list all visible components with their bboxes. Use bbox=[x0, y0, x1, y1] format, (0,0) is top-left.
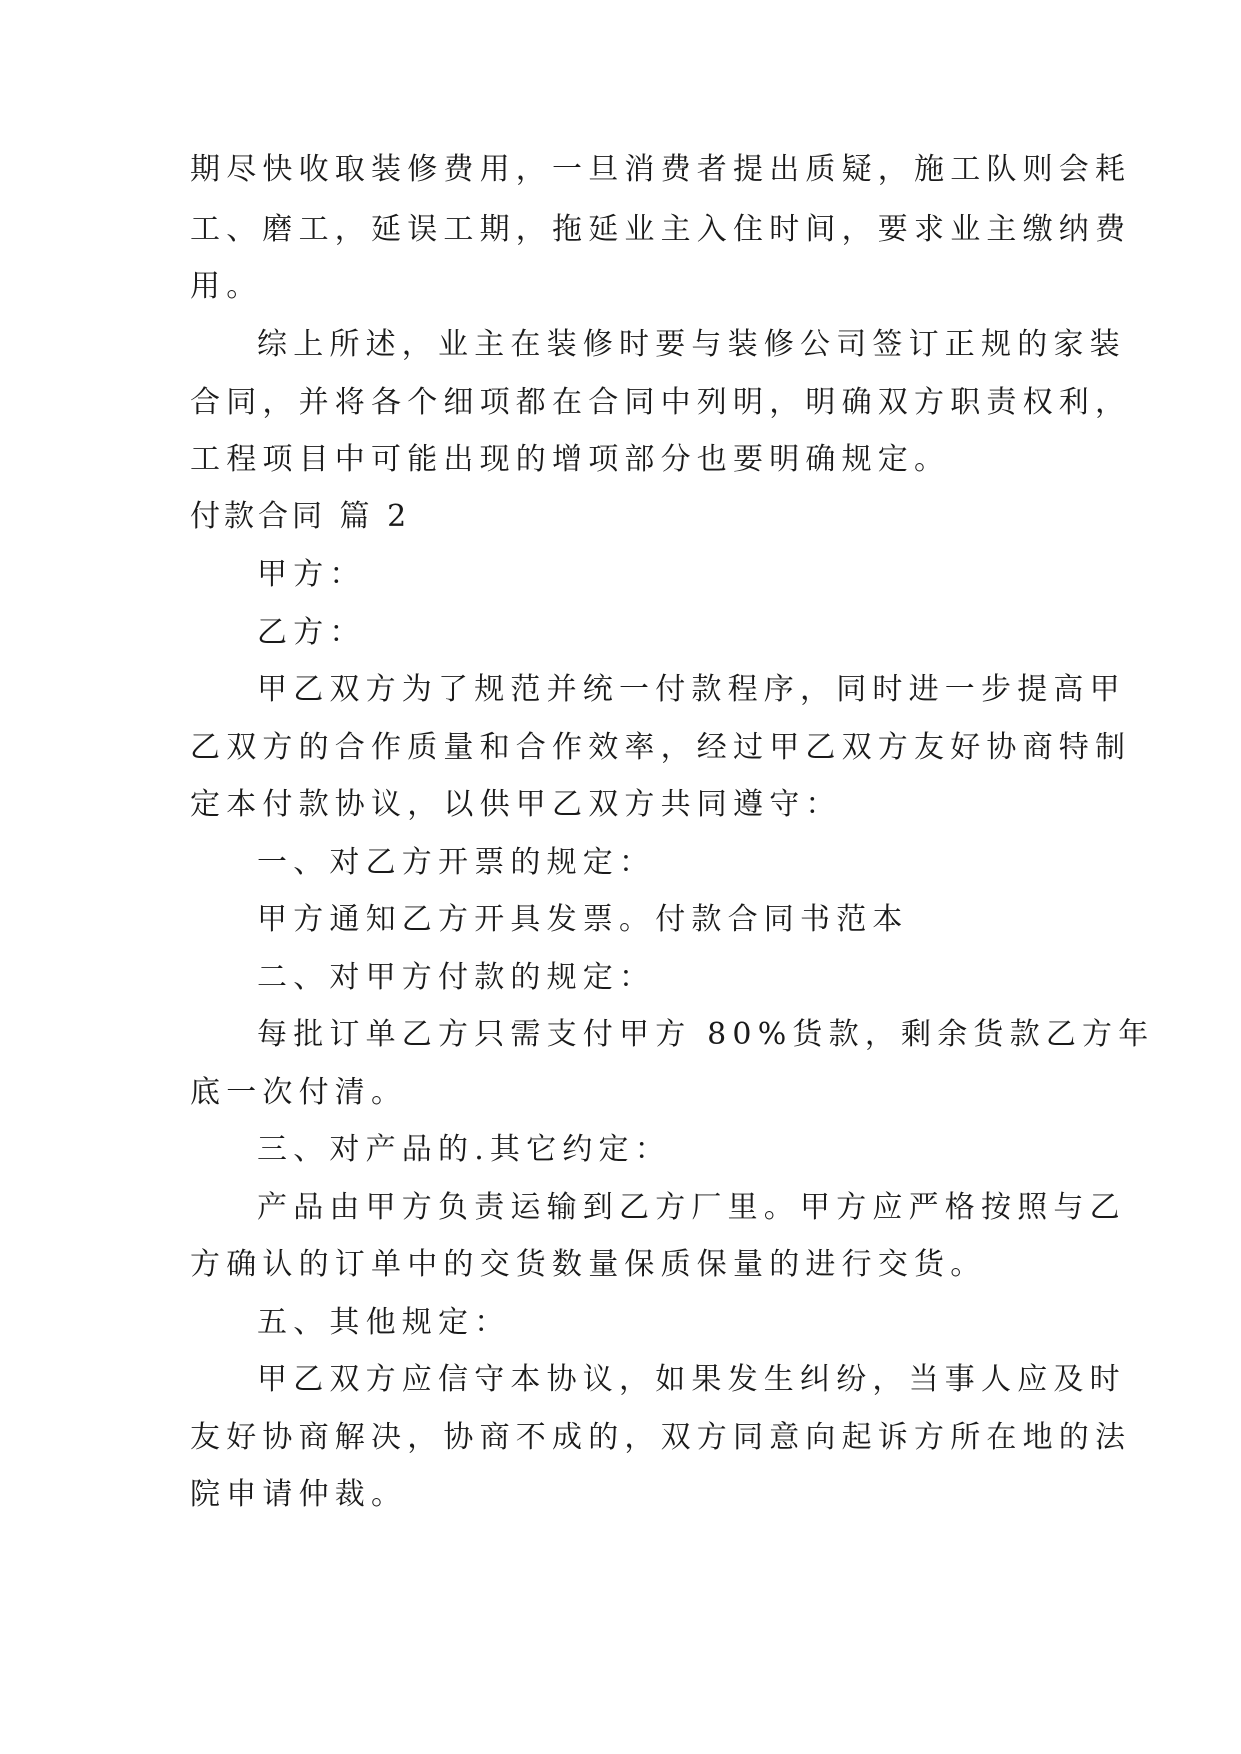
clause-body-line: 产品由甲方负责运输到乙方厂里。甲方应严格按照与乙 bbox=[257, 1190, 1126, 1225]
clause-body-line: 院申请仲裁。 bbox=[190, 1477, 408, 1512]
paragraph-line: 定本付款协议，以供甲乙双方共同遵守： bbox=[190, 787, 842, 822]
clause-body-line: 每批订单乙方只需支付甲方 80%货款，剩余货款乙方年 bbox=[257, 1017, 1155, 1052]
paragraph-line: 期尽快收取装修费用，一旦消费者提出质疑，施工队则会耗 bbox=[190, 152, 1132, 187]
paragraph-line: 综上所述，业主在装修时要与装修公司签订正规的家装 bbox=[257, 327, 1126, 362]
clause-title: 一、对乙方开票的规定： bbox=[257, 845, 656, 880]
clause-body-line: 底一次付清。 bbox=[190, 1075, 408, 1110]
paragraph-line: 合同，并将各个细项都在合同中列明，明确双方职责权利， bbox=[190, 385, 1132, 420]
clause-body: 甲方通知乙方开具发票。付款合同书范本 bbox=[257, 902, 909, 937]
clause-body-line: 友好协商解决，协商不成的，双方同意向起诉方所在地的法 bbox=[190, 1420, 1132, 1455]
clause-body-line: 方确认的订单中的交货数量保质保量的进行交货。 bbox=[190, 1247, 987, 1282]
paragraph-line: 用。 bbox=[190, 269, 263, 304]
clause-title: 二、对甲方付款的规定： bbox=[257, 960, 656, 995]
clause-title: 三、对产品的.其它约定： bbox=[257, 1132, 671, 1167]
party-a-label: 甲方： bbox=[257, 557, 366, 592]
section-heading: 付款合同 篇 2 bbox=[190, 499, 411, 534]
clause-title: 五、其他规定： bbox=[257, 1305, 511, 1340]
party-b-label: 乙方： bbox=[257, 615, 366, 650]
paragraph-line: 乙双方的合作质量和合作效率，经过甲乙双方友好协商特制 bbox=[190, 730, 1132, 765]
paragraph-line: 工程项目中可能出现的增项部分也要明确规定。 bbox=[190, 442, 951, 477]
clause-body-line: 甲乙双方应信守本协议，如果发生纠纷，当事人应及时 bbox=[257, 1362, 1126, 1397]
paragraph-line: 工、磨工，延误工期，拖延业主入住时间，要求业主缴纳费 bbox=[190, 212, 1132, 247]
paragraph-line: 甲乙双方为了规范并统一付款程序，同时进一步提高甲 bbox=[257, 672, 1126, 707]
